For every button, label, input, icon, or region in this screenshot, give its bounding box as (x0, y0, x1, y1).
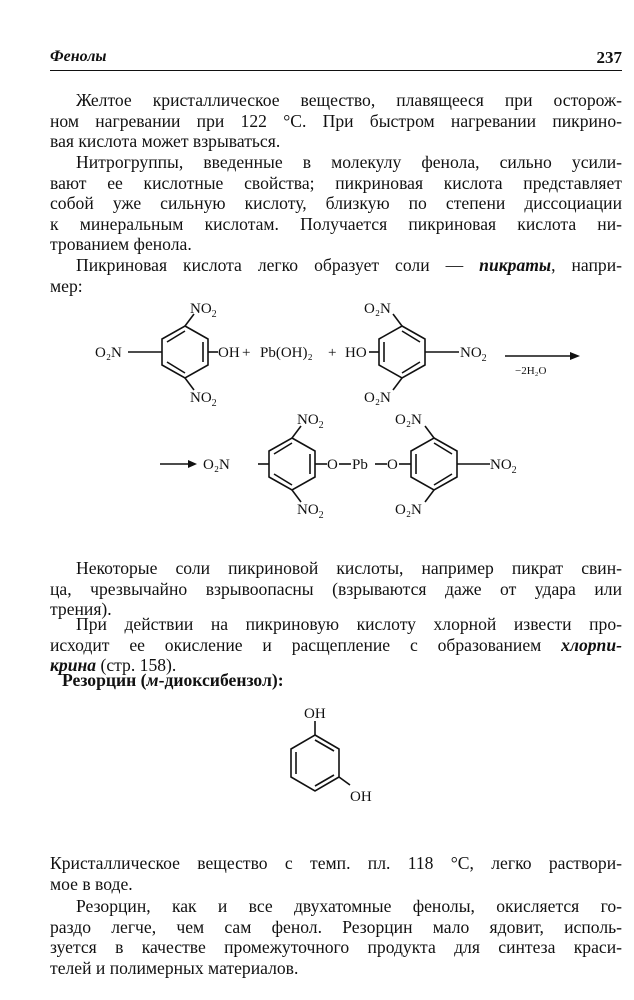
label-pboh2: Pb(OH)₂ (260, 345, 313, 361)
label-o2n: O₂N (364, 301, 391, 317)
resorcinol-structure (270, 705, 390, 815)
label-no2: $NO_2$ (190, 390, 217, 409)
text-line: ном нагревании при 122 °С. При быстром нагревании пикрино- (50, 110, 622, 131)
paragraph-7 (50, 896, 622, 978)
paragraph-4 (50, 558, 622, 620)
text-line: мое в воде. (50, 873, 133, 894)
text-line: трения). (50, 599, 112, 620)
text-run: -диоксибензол): (158, 670, 284, 690)
text-line (50, 635, 622, 656)
text-line: Нитрогруппы, введенные в молекулу фенола, сильно усили- (76, 152, 622, 172)
benzene-ring-d (411, 438, 457, 490)
label-plus: + (328, 345, 337, 361)
text-line: вают ее кислотные свойства; пикриновая кислота представляет (50, 172, 622, 193)
term-chloropicrin: крина (50, 655, 97, 676)
label-o: O (387, 457, 398, 473)
text-line: телей и полимерных материалов. (50, 957, 299, 978)
text-line (50, 255, 622, 276)
section-heading (62, 670, 284, 691)
text-line: раздо легче, чем сам фенол. Резорцин мало ядовит, исполь- (50, 916, 622, 937)
text-line: Желтое кристаллическое вещество, плавящееся при осторож- (76, 90, 622, 110)
label-o2n: O₂N (395, 412, 422, 428)
reaction-scheme-lead-picrate (0, 300, 634, 540)
header-rule (50, 70, 622, 71)
paragraph-1 (50, 90, 622, 152)
text-run: м (146, 670, 159, 690)
label-o2n: O₂N (364, 390, 391, 406)
text-line: к минеральным кислотам. Получается пикриновая кислота ни- (50, 213, 622, 234)
text-line: Некоторые соли пикриновой кислоты, например пикрат свин- (76, 558, 622, 578)
label-o: O (327, 457, 338, 473)
term-chloropicrin: хлорпи- (561, 634, 622, 655)
text-run: исходит ее окисление и расщепление с образованием (50, 634, 562, 655)
page-number: 237 (596, 48, 622, 67)
label-no2: $NO_2$ (297, 502, 324, 521)
page-header (50, 48, 622, 70)
text-line: Резорцин, как и все двухатомные фенолы, окисляется го- (76, 896, 622, 916)
label-pb: Pb (352, 457, 368, 473)
benzene-ring-b (379, 326, 425, 378)
text-run: Пикриновая кислота легко образует соли — (76, 255, 480, 275)
paragraph-2 (50, 152, 622, 255)
label-o2n: O₂N (395, 502, 422, 518)
label-oh: OH (350, 789, 372, 805)
text-run: Резорцин ( (62, 670, 147, 690)
text-line: ца, чрезвычайно взрывоопасны (взрываются даже от удара или (50, 578, 622, 599)
label-no2: $NO_2$ (297, 412, 324, 431)
benzene-ring-a (162, 326, 208, 378)
text-run: , напри- (551, 255, 622, 275)
label-oh: OH (218, 345, 240, 361)
text-line: собой уже сильную кислоту, близкую по степени диссоциации (50, 193, 622, 214)
text-line: трованием фенола. (50, 234, 192, 255)
paragraph-6 (50, 853, 622, 894)
running-title: Фенолы (50, 48, 107, 65)
paragraph-3 (50, 255, 622, 296)
label-oh: OH (304, 706, 326, 722)
text-line: вая кислота может взрываться. (50, 131, 281, 152)
term-picrates: пикраты (479, 255, 552, 275)
label-no2: $NO_2$ (490, 457, 517, 476)
label-minus-h2o: −2H₂O (515, 365, 547, 377)
label-plus: + (242, 345, 251, 361)
label-o2n: O₂N (203, 457, 230, 473)
text-line: зуется в качестве промежуточного продукта для синтеза краси- (50, 937, 622, 958)
text-line: мер: (50, 275, 83, 296)
text-run: (стр. 158). (96, 655, 177, 676)
label-o2n: O₂N (95, 345, 122, 361)
paragraph-5 (50, 614, 622, 676)
label-no2: $NO_2$ (460, 345, 487, 364)
label-no2: $NO_2$ (190, 301, 217, 320)
text-line: Кристаллическое вещество с темп. пл. 118 °С, легко раствори- (50, 853, 622, 873)
text-line: При действии на пикриновую кислоту хлорной извести про- (76, 614, 622, 634)
benzene-ring-c (269, 438, 315, 490)
label-ho: HO (345, 345, 367, 361)
